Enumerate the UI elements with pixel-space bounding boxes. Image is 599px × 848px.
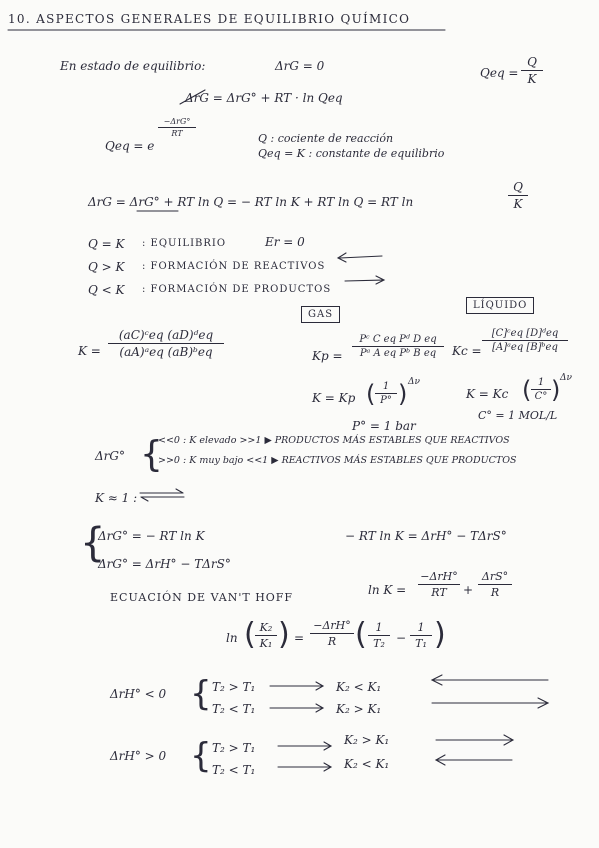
vh-paren2-open: ( (355, 617, 367, 652)
kp-paren-close: ) (398, 380, 408, 408)
relation-den: K (513, 197, 523, 211)
endo-brace: { (190, 736, 212, 776)
kp-unit-num: 1 (375, 381, 397, 394)
exo-brace: { (190, 674, 212, 714)
k-general-num: (aC)ᶜeq (aD)ᵈeq (108, 328, 224, 344)
vh-paren1-open: ( (244, 617, 256, 652)
vh-a-den: T₂ (373, 637, 385, 650)
case-equilibrium-rhs: : EQUILIBRIO (142, 238, 227, 249)
lnk-lhs: ln K = (368, 583, 407, 597)
endo-t-higher: T₂ > T₁ (212, 741, 256, 755)
exo-t-higher: T₂ > T₁ (212, 680, 256, 694)
kp-num: Pᶜ C eq Pᵈ D eq (352, 334, 444, 347)
case-equilibrium-extra: Er = 0 (265, 235, 305, 249)
q-eq-den: K (527, 72, 537, 86)
kc-lhs: Kc = (452, 344, 482, 358)
dg-standard-line1: <<0 : K elevado >>1 ▶ PRODUCTOS MÁS ESTABLES QUE REACTIVOS (158, 435, 510, 446)
kc-num: [C]ᶜeq [D]ᵈeq (482, 328, 568, 341)
endo-k-lower: K₂ < K₁ (344, 757, 390, 771)
page-title: 10. ASPECTOS GENERALES DE EQUILIBRIO QUÍMICO (8, 12, 411, 26)
vh-term1-den: RT (431, 586, 447, 599)
thermo-combined: − RT ln K = ΔrH° − TΔrS° (345, 529, 507, 543)
k-general-lhs: K = (78, 344, 101, 358)
exo-k-lower: K₂ < K₁ (336, 680, 382, 694)
kp-den: Pᵃ A eq Pᵇ B eq (359, 348, 437, 359)
kc-paren-open: ( (522, 376, 532, 404)
vh-ratio-den: K₁ (259, 637, 273, 650)
vh-plus: + (463, 583, 474, 597)
kc-paren-close: ) (551, 376, 561, 404)
relation-num: Q (508, 180, 528, 196)
vh-coef-den: R (327, 635, 337, 648)
vh-equals: = (294, 631, 305, 645)
case-productos-rhs: : FORMACIÓN DE PRODUCTOS (142, 284, 332, 295)
exo-k-higher: K₂ > K₁ (336, 702, 382, 716)
exo-lhs: ΔrH° < 0 (110, 687, 167, 701)
gas-box: GAS (301, 306, 340, 323)
kp-lhs: Kp = (312, 349, 343, 363)
case-productos-lhs: Q < K (88, 283, 125, 297)
vh-a-num: 1 (368, 621, 390, 636)
equilibrium-harpoon-top-head (176, 489, 183, 493)
vh-b-den: T₁ (415, 637, 427, 650)
vh-paren1-close: ) (278, 617, 290, 652)
vh-paren2-close: ) (434, 617, 446, 652)
endo-t-lower: T₂ < T₁ (212, 763, 256, 777)
strike-mark (180, 90, 205, 104)
gibbs-equation: ΔrG = ΔrG° + RT · ln Qeq (185, 91, 343, 105)
note-constant: Qeq = K : constante de equilibrio (258, 147, 445, 160)
standard-concentration: C° = 1 MOL/L (478, 409, 558, 422)
vh-term2-num: ΔrS° (478, 570, 512, 585)
dg-standard-lhs: ΔrG° (95, 449, 125, 463)
vant-hoff-label: ECUACIÓN DE VAN'T HOFF (110, 591, 294, 604)
k-general-den: (aA)ᵃeq (aB)ᵇeq (119, 345, 213, 359)
q-exp-lhs: Qeq = e (105, 139, 155, 153)
endo-k-higher: K₂ > K₁ (344, 733, 390, 747)
endo-lhs: ΔrH° > 0 (110, 749, 167, 763)
k-kc-relation: K = Kc (466, 387, 509, 401)
kc-exponent: Δν (560, 373, 572, 383)
thermo-brace: { (80, 520, 106, 566)
q-exp-num: −ΔrG° (158, 117, 196, 128)
productos-arrow (345, 280, 383, 281)
gibbs-relation: ΔrG = ΔrG° + RT ln Q = − RT ln K + RT ln Q = RT ln (88, 195, 414, 209)
exo-t-lower: T₂ < T₁ (212, 702, 256, 716)
vh-minus: − (396, 631, 407, 645)
kp-unit-den: P° (380, 395, 392, 406)
case-equilibrium-lhs: Q = K (88, 237, 125, 251)
k-approx-label: K ≈ 1 : (95, 491, 138, 505)
liquid-box: LÍQUIDO (466, 297, 534, 314)
kc-unit-den: C° (534, 391, 548, 402)
dg-standard-brace: { (140, 434, 163, 475)
vh-ratio-num: K₂ (255, 621, 277, 636)
vh-term1-num: −ΔrH° (418, 570, 460, 585)
equilibrium-harpoon-bottom-head (141, 497, 148, 501)
kp-exponent: Δν (408, 377, 420, 387)
case-reactivos-lhs: Q > K (88, 260, 125, 274)
thermo-line2: ΔrG° = ΔrH° − TΔrS° (98, 557, 231, 571)
standard-pressure: P° = 1 bar (352, 419, 416, 433)
kc-unit-num: 1 (531, 377, 551, 390)
kp-paren-open: ( (366, 380, 376, 408)
dg-standard-line2: >>0 : K muy bajo <<1 ▶ REACTIVOS MÁS ESTABLES QUE PRODUCTOS (158, 455, 517, 466)
thermo-line1: ΔrG° = − RT ln K (98, 529, 205, 543)
case-reactivos-rhs: : FORMACIÓN DE REACTIVOS (142, 261, 326, 272)
q-exp-den: RT (171, 129, 183, 138)
vh-coef-num: −ΔrH° (310, 619, 354, 634)
delta-g-zero: ΔrG = 0 (275, 59, 325, 73)
note-quotient: Q : cociente de reacción (258, 132, 394, 145)
reactivos-arrow (340, 256, 382, 258)
q-eq-lhs: Qeq = (480, 66, 519, 80)
k-kp-relation: K = Kp (312, 391, 356, 405)
vh-ln: ln (226, 631, 238, 645)
vh-b-num: 1 (410, 621, 432, 636)
q-eq-num: Q (521, 55, 543, 71)
equilibrium-label: En estado de equilibrio: (60, 59, 206, 73)
vh-term2-den: R (490, 586, 500, 599)
kc-den: [A]ᵃeq [B]ᵇeq (492, 342, 558, 353)
